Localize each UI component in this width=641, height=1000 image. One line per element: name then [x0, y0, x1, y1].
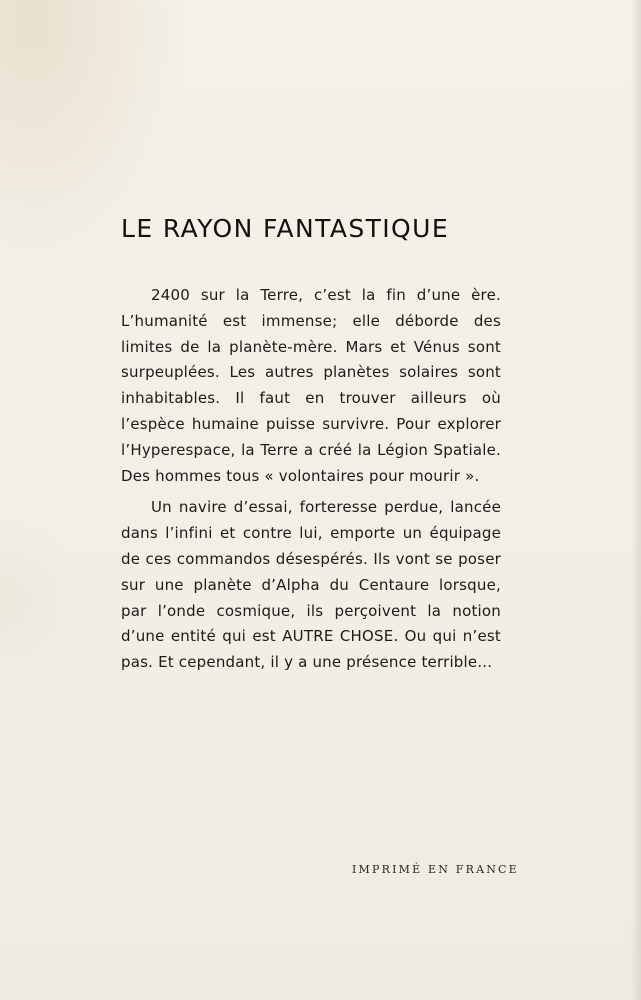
blurb-paragraph-2: Un navire d’essai, forteresse perdue, lancée dans l’infini et contre lui, emporte un équipage de ces commandos désespérés. Ils vont se poser sur une planète d’Alpha du Centaure lorsque, par l’onde cosmique, ils perçoivent la notion d’une entité qui est AUTRE CHOSE. Ou qui n’est pas. Et cependant, il y a une présence terrible... [121, 498, 501, 672]
collection-title: LE RAYON FANTASTIQUE [121, 214, 450, 243]
blurb-text [121, 283, 501, 676]
blurb-paragraph-1: 2400 sur la Terre, c’est la fin d’une ère. L’humanité est immense; elle déborde des limites de la planète-mère. Mars et Vénus sont surpeuplées. Les autres planètes solaires sont inhabitables. Il faut en trouver ailleurs où l’espèce humaine puisse survivre. Pour explorer l’Hyperespace, la Terre a créé la Légion Spatiale. Des hommes tous « volontaires pour mourir ». [121, 286, 501, 485]
imprint-notice: IMPRIMÉ EN FRANCE [352, 863, 519, 876]
page-edge-shadow [631, 0, 641, 1000]
